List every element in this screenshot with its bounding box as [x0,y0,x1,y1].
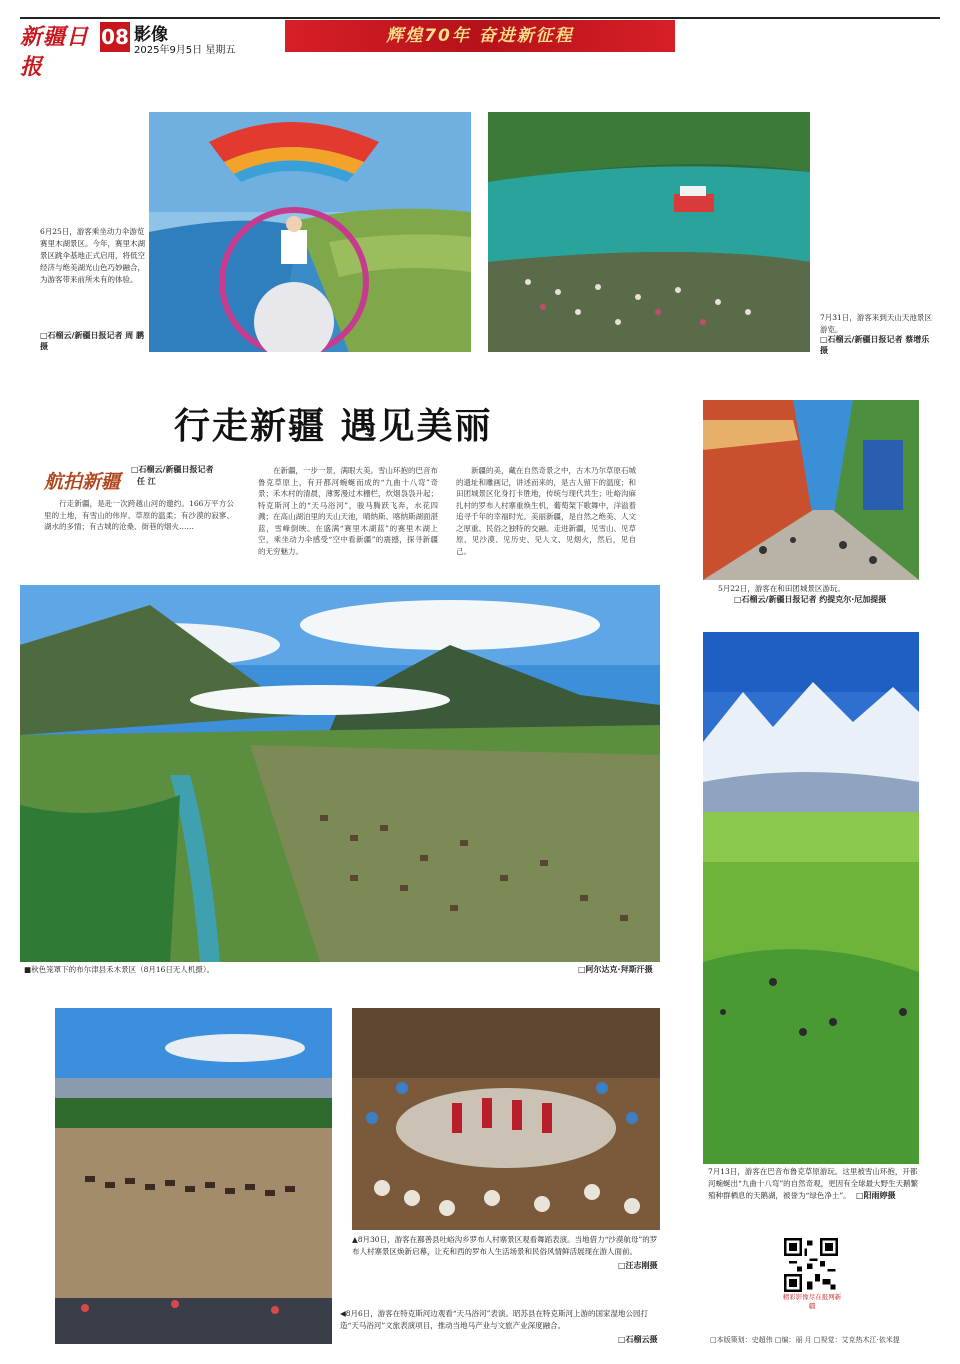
credit-tianchi: □石榴云/新疆日报记者 蔡增乐摄 [820,335,930,355]
caption-horses: ◀8月6日，游客在特克斯河边观看“天马浴河”表演。昭苏县在特克斯河上游的国家湿地公园打造“天马浴河”文旅表演项目，推动当地马产业与文旅产业深度融合。 [340,1309,648,1330]
issue-date: 2025年9月5日 星期五 [134,45,236,56]
credit-paraglider: □石榴云/新疆日报记者 周 鹏摄 [40,331,145,351]
byline [131,464,213,488]
credit-dance: □汪志刚摄 [618,1261,658,1270]
photo-paraglider [149,112,471,352]
section-title: 影像 [134,25,168,45]
caption-street: 5月22日，游客在和田团城景区游玩。 [718,584,845,593]
caption-paraglider: 6月25日，游客乘坐动力伞游览赛里木湖景区。今年，赛里木湖景区跳伞基地正式启用，将低空经济与绝美湖光山色巧妙融合，为游客带来前所未有的体验。 [40,227,145,284]
byline-agency: □石榴云/新疆日报记者 [131,465,214,474]
qr-code[interactable] [784,1238,838,1292]
caption-dance: ▲8月30日，游客在鄯善县吐峪沟乡罗布人村寨景区观看舞蹈表演。当地借力“沙漠航母”的罗布人村寨景区焕新启幕，让充和西的罗布人生活场景和民俗风情鲜活展现在游人面前。 [352,1235,658,1256]
qr-label: 精彩影像尽在报网新疆 [782,1293,842,1310]
page-number: 08 [100,22,130,52]
caption-grassland: 7月13日，游客在巴音布鲁克草原游玩。这里被雪山环抱，开都河蜿蜒出“九曲十八弯”的自然奇观，更因有全球最大野生天鹅繁殖种群栖息的天鹅湖，被誉为“绿色净土”。 [708,1167,919,1200]
credit-grassland: □阳雨婷摄 [856,1191,896,1200]
anniversary-banner: 辉煌70年 奋进新征程 [285,20,675,52]
photo-dance [352,1008,660,1230]
photo-horses [55,1008,332,1344]
credit-hemu: □阿尔达克·拜斯汗摄 [578,965,653,974]
article-col-3: 新疆的美，藏在自然奇景之中，古木乃尔草原石城的遗址和雕画记，讲述而来的，是古人留下的温度；和田团城景区化身打卡胜地，传统与现代共生；吐峪沟麻扎村的罗布人村寨重焕生机，葡萄架下歌舞中，洋溢着追寻千年的幸福时光。美丽新疆，是自然之绝美、人文之厚重、民俗之独特的交融。走进新疆，见雪山、见草原、见沙漠、见历史、见人文、见烟火，然后，见自己。 [456,466,636,556]
editor-credits: □本版策划：史超伟 □编：丽 月 □视觉：艾克热木江·依米提 [710,1336,900,1344]
photo-tianchi [488,112,810,352]
caption-hemu: ■秋色笼罩下的布尔津县禾木景区（8月16日无人机摄）。 [24,965,215,974]
photo-grassland [703,632,919,1164]
header-rule [20,17,940,19]
photo-hemu [20,585,660,962]
column-tag: 航拍新疆 [44,471,121,493]
article-col-2: 在新疆，一步一景，满眼大美。雪山环抱的巴音布鲁克草原上，有开都河蜿蜒而成的“九曲十八弯”奇景；禾木村的清晨，薄雾漫过木栅栏，炊烟袅袅升起；特克斯河上的“天马浴河”，骏马腾跃飞奔，水花四溅；在高山湖泊里的天山天池，晴纳斯、喀纳斯湖面湛蓝，雪峰倒映。在盛满“赛里木湖蓝”的赛里木湖上空，乘坐动力伞感受“空中看新疆”的震撼，探寻新疆的无穷魅力。 [258,466,438,556]
credit-horses: □石榴云摄 [618,1335,658,1344]
photo-street [703,400,919,580]
headline: 行走新疆 遇见美丽 [174,406,493,447]
byline-author: 任 江 [137,477,156,486]
article-col-1: 行走新疆，是赴一次跨越山河的邀约。166万平方公里的土地，有雪山的伟岸、草原的温柔；有沙漠的寂寥、湖水的多情；有古城的沧桑、街巷的烟火…… [44,499,234,531]
caption-tianchi: 7月31日，游客来到天山天池景区游览。 [820,313,932,334]
credit-street: □石榴云/新疆日报记者 约提克尔·尼加提摄 [734,595,887,604]
masthead-logo: 新疆日报 [20,24,90,80]
